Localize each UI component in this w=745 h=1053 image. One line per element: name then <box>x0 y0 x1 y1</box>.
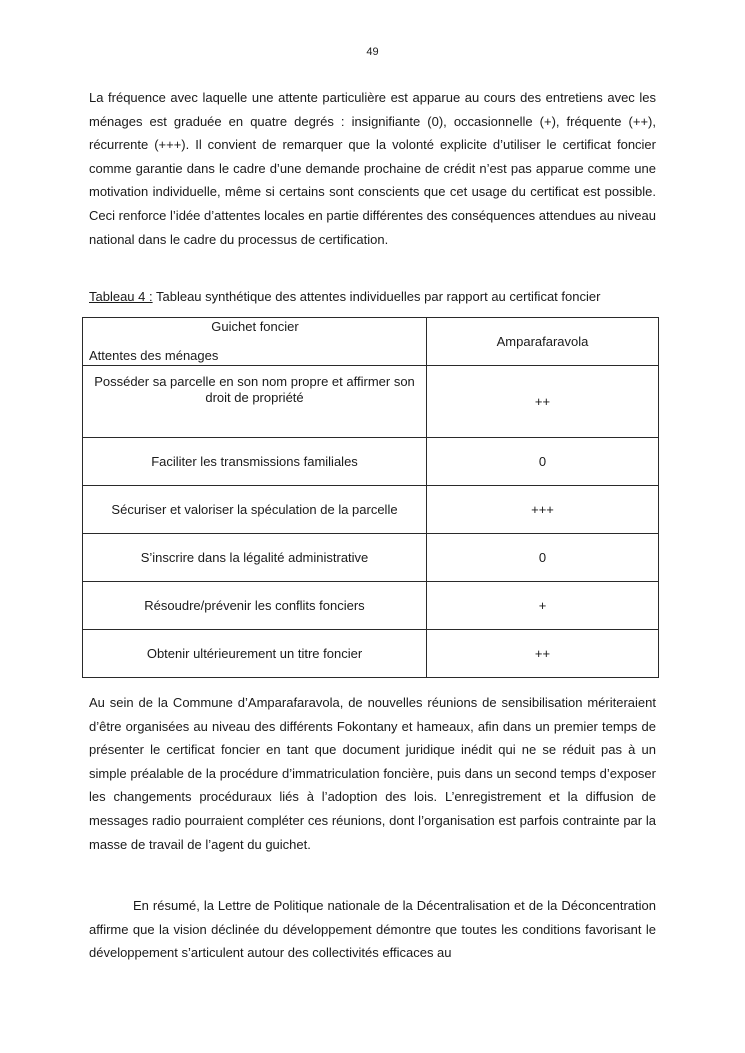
frequency-cell: 0 <box>427 438 659 486</box>
table-row <box>83 366 659 438</box>
header-attentes-label: Attentes des ménages <box>89 348 219 363</box>
expectation-cell: Faciliter les transmissions familiales <box>83 438 427 486</box>
paragraph-summary: En résumé, la Lettre de Politique nationale de la Décentralisation et de la Déconcentration affirme que la vision déclinée du développement démontre que toutes les conditions favorisant le développement s’articulent autour des collectivités efficaces au <box>89 898 656 961</box>
table-caption-text: Tableau synthétique des attentes individuelles par rapport au certificat foncier <box>152 289 601 304</box>
frequency-cell: + <box>427 582 659 630</box>
frequency-cell: ++ <box>427 366 659 438</box>
table-row <box>83 534 659 582</box>
paragraph-recommendations: Au sein de la Commune d’Amparafaravola, de nouvelles réunions de sensibilisation mériteraient d’être organisées au niveau des différents Fokontany et hameaux, afin dans un premier temps de présenter le certificat foncier en tant que document juridique inédit qui ne se réduit pas à un simple préalable de la procédure d’immatriculation foncière, puis dans un second temps d’exposer les changements procéduraux liés à l’adoption des lois. L’enregistrement et la diffusion de messages radio pourraient compléter ces réunions, dont l’organisation est parfois contrainte par la masse de travail de l’agent du guichet. <box>89 695 656 852</box>
expectation-cell: Résoudre/prévenir les conflits fonciers <box>83 582 427 630</box>
expectation-cell: Posséder sa parcelle en son nom propre et affirmer son droit de propriété <box>83 366 427 438</box>
header-cell-expectations <box>83 318 427 366</box>
header-guichet-label: Guichet foncier <box>211 319 299 334</box>
table-row <box>83 630 659 678</box>
expectation-cell: S’inscrire dans la légalité administrative <box>83 534 427 582</box>
expectations-table <box>82 317 659 678</box>
expectation-cell: Obtenir ultérieurement un titre foncier <box>83 630 427 678</box>
expectation-cell: Sécuriser et valoriser la spéculation de la parcelle <box>83 486 427 534</box>
table-caption <box>89 287 689 307</box>
frequency-cell: 0 <box>427 534 659 582</box>
frequency-cell: +++ <box>427 486 659 534</box>
header-cell-commune: Amparafaravola <box>427 318 659 366</box>
paragraph-frequency-scale: La fréquence avec laquelle une attente particulière est apparue au cours des entretiens avec les ménages est graduée en quatre degrés : insignifiante (0), occasionnelle (+), fréquente (++), récurrente (+++). Il convient de remarquer que la volonté explicite d’utiliser le certificat foncier comme garantie dans le cadre d’une demande prochaine de crédit n’est pas apparue comme une motivation individuelle, même si certains sont conscients que cet usage du certificat est possible. Ceci renforce l’idée d’attentes locales en partie différentes des conséquences attendues au niveau national dans le cadre du processus de certification. <box>89 90 656 247</box>
page-number: 49 <box>366 46 379 58</box>
table-row <box>83 582 659 630</box>
table-caption-label: Tableau 4 : <box>89 289 153 304</box>
table-row <box>83 438 659 486</box>
table-row <box>83 486 659 534</box>
table-header-row <box>83 318 659 366</box>
frequency-cell: ++ <box>427 630 659 678</box>
